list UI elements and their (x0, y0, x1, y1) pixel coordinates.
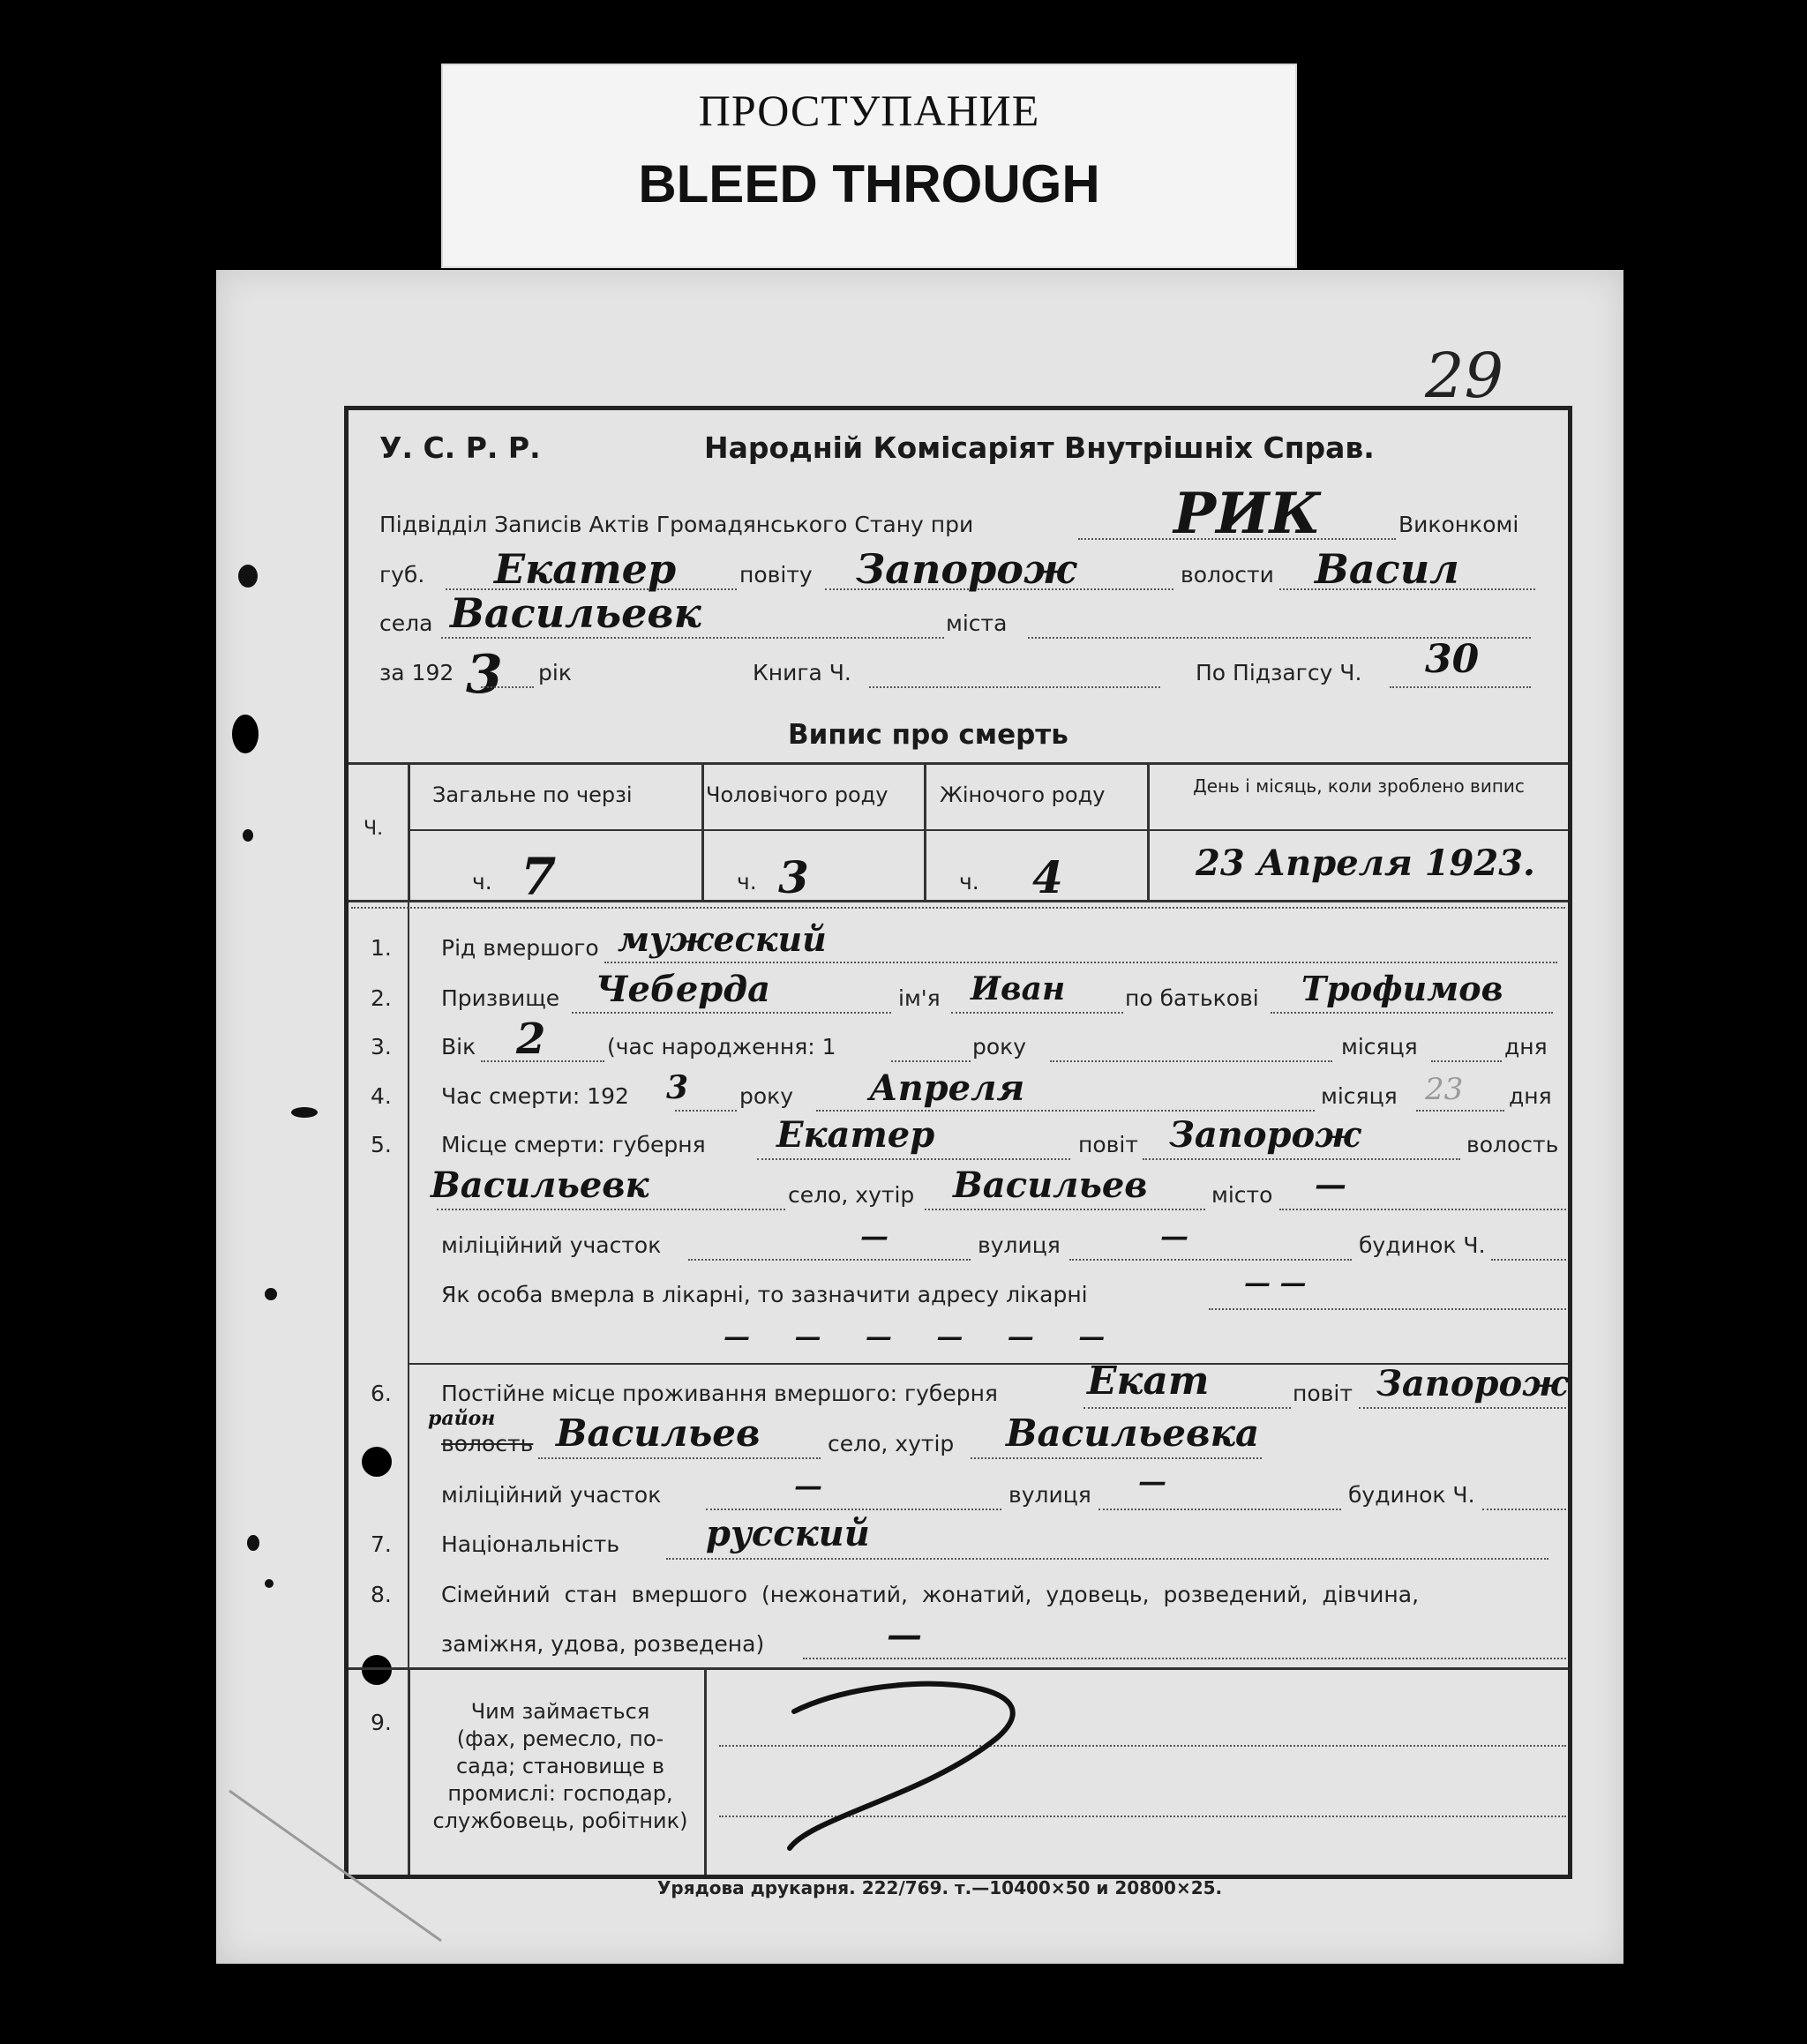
birth-month-label: місяця (1341, 1034, 1418, 1059)
hospital-value: — — (1244, 1268, 1307, 1299)
death-misto-value: — (1315, 1166, 1346, 1203)
table-top-line (349, 762, 1568, 765)
residence-selo-value: Васильевка (1006, 1411, 1260, 1455)
document-title: Випис про смерть (788, 719, 1068, 751)
death-povit-line (1143, 1158, 1460, 1160)
marital-label-line1: Сімейний стан вмершого (нежонатий, жонатий, удовець, розведений, дівчина, (441, 1582, 1420, 1607)
birth-day-line (1431, 1060, 1502, 1062)
death-gub-line (757, 1158, 1070, 1160)
residence-povit-label: повіт (1293, 1381, 1353, 1406)
punch-hole (232, 715, 259, 753)
section-9-top-line (349, 1667, 1568, 1670)
printer-footer: Урядова друкарня. 222/769. т.—10400×50 и 20800×25. (657, 1877, 1223, 1898)
hospital-line (1209, 1308, 1566, 1310)
paper-speck (238, 565, 258, 588)
occupation-label (419, 1698, 701, 1835)
rid-value: мужеский (618, 919, 827, 959)
residence-selo-line (971, 1457, 1262, 1459)
death-selo-value: Васильев (953, 1164, 1148, 1206)
residence-militia-value: — (794, 1469, 822, 1502)
age-value: 2 (516, 1015, 546, 1064)
marital-value: — (887, 1614, 922, 1656)
paper-speck (265, 1288, 277, 1300)
residence-povit-value: Запорож (1376, 1363, 1569, 1404)
birth-month-line (1050, 1060, 1332, 1062)
death-day-line (1416, 1110, 1504, 1112)
occupation-label-line: сада; становище в (455, 1754, 665, 1778)
death-povit-label: повіт (1078, 1132, 1138, 1157)
rid-line (604, 962, 1557, 963)
female-ch: ч. (959, 869, 979, 895)
death-volost-value: Васильевк (431, 1164, 649, 1206)
death-year-label: року (739, 1083, 794, 1109)
row-number: 1. (371, 935, 392, 961)
col-general-header: Загальне по черзі (432, 782, 633, 807)
row-number: 6. (371, 1381, 392, 1406)
birth-year-label: року (972, 1034, 1027, 1059)
residence-street-line (1098, 1509, 1341, 1510)
year-value: 3 (466, 644, 503, 706)
paper-fold-line (221, 1782, 450, 1950)
podzag-value: 30 (1425, 637, 1480, 682)
row-number: 8. (371, 1582, 392, 1607)
nationality-value: русский (706, 1513, 870, 1554)
name-label: ім'я (898, 985, 941, 1011)
residence-gub-value: Екат (1087, 1359, 1210, 1404)
residence-gub-line (1083, 1407, 1291, 1409)
residence-rayon-value: район (428, 1407, 496, 1430)
volost-label: волости (1181, 562, 1274, 588)
residence-povit-line (1359, 1407, 1566, 1409)
death-gub-value: Екатер (776, 1114, 935, 1156)
occupation-strike-mark (776, 1672, 1059, 1857)
death-misto-label: місто (1211, 1182, 1273, 1208)
book-label: Книга Ч. (753, 660, 851, 685)
death-militia-value: — (860, 1219, 889, 1253)
row-number: 2. (371, 985, 392, 1011)
paper-speck (291, 1107, 318, 1118)
row-number: 7. (371, 1531, 392, 1557)
table-divider (1147, 762, 1150, 900)
numbers-top-dotted (351, 907, 1565, 909)
hospital-label: Як особа вмерла в лікарні, то зазначити адресу лікарні (441, 1282, 1088, 1307)
residence-street-label: вулиця (1008, 1482, 1091, 1508)
death-house-label: будинок Ч. (1359, 1232, 1486, 1258)
gub-label: губ. (379, 562, 425, 588)
book-line (869, 686, 1160, 688)
male-ch: ч. (737, 869, 757, 895)
death-house-line (1491, 1259, 1566, 1261)
residence-selo-label: село, хутір (828, 1431, 955, 1456)
male-value: 3 (778, 851, 809, 903)
death-month-line (816, 1110, 1315, 1112)
row-number: 9. (371, 1710, 392, 1735)
birth-label: (час народження: 1 (607, 1034, 836, 1059)
gub-value: Екатер (494, 545, 677, 593)
death-militia-label: міліційний участок (441, 1232, 662, 1258)
occupation-label-line: службовець, робітник) (432, 1808, 688, 1833)
nationality-line (666, 1558, 1548, 1560)
subdept-label: Підвідділ Записів Актів Громадянського Стану при (379, 512, 974, 537)
residence-militia-line (706, 1509, 1001, 1510)
selo-line (441, 637, 944, 639)
table-mid-line (408, 829, 1568, 831)
povit-label: повіту (739, 562, 813, 588)
exec-committee-value: РИК (1173, 481, 1321, 547)
death-povit-value: Запорож (1169, 1114, 1361, 1156)
age-label: Вік (441, 1034, 476, 1059)
exec-committee-label: Виконкомі (1398, 512, 1519, 537)
residence-volost-line (538, 1457, 821, 1459)
death-militia-line (688, 1259, 971, 1261)
republic-label: У. С. Р. Р. (379, 431, 541, 465)
marital-label-line2: заміжня, удова, розведена) (441, 1631, 765, 1657)
selo-value: Васильевк (450, 589, 701, 637)
paper-speck (247, 1535, 259, 1551)
paper-speck (243, 829, 253, 842)
residence-volost-value: Васильев (556, 1411, 761, 1455)
name-line (951, 1012, 1123, 1014)
year-line (481, 686, 534, 688)
podzag-line (1390, 686, 1531, 688)
residence-militia-label: міліційний участок (441, 1482, 662, 1508)
podzag-label: По Підзагсу Ч. (1196, 660, 1362, 685)
female-value: 4 (1032, 851, 1063, 903)
selo-label: села (379, 610, 433, 636)
ch-column-label: Ч. (364, 818, 384, 840)
death-volost-label: волость (1466, 1132, 1559, 1157)
death-year-line (675, 1110, 737, 1112)
table-divider (701, 762, 704, 900)
death-misto-line (1279, 1209, 1566, 1210)
death-month-label: місяця (1321, 1083, 1398, 1109)
table-divider (924, 762, 926, 900)
name-value: Иван (971, 970, 1066, 1007)
residence-street-value: — (1138, 1464, 1166, 1498)
year-suffix: рік (538, 660, 572, 685)
death-place-label: Місце смерти: губерня (441, 1132, 706, 1157)
patronymic-label: по батькові (1125, 985, 1259, 1011)
section-9-divider (704, 1667, 707, 1875)
row-number: 5. (371, 1132, 392, 1157)
misto-label: міста (946, 610, 1008, 636)
surname-value: Чеберда (596, 969, 771, 1010)
bleed-through-label-card (441, 64, 1297, 268)
povit-value: Запорож (856, 545, 1077, 593)
general-ch: ч. (472, 869, 492, 895)
residence-house-line (1482, 1509, 1566, 1510)
death-day-value: 23 (1425, 1072, 1464, 1107)
hospital-blank-value: — — — — — — (724, 1321, 1123, 1352)
death-selo-line (925, 1209, 1205, 1210)
death-street-line (1069, 1259, 1352, 1261)
birth-day-label: дня (1504, 1034, 1548, 1059)
residence-volost-label: волость (441, 1431, 534, 1456)
surname-label: Призвище (441, 985, 560, 1011)
col-male-header: Чоловічого роду (706, 782, 889, 807)
nationality-label: Національність (441, 1531, 620, 1557)
date-value: 23 Апреля 1923. (1196, 842, 1535, 884)
patronymic-line (1271, 1012, 1553, 1014)
birth-year-line (891, 1060, 971, 1062)
label-english: BLEED THROUGH (638, 154, 1100, 213)
label-russian: ПРОСТУПАНИЕ (698, 86, 1040, 135)
col-date-header: День і місяць, коли зроблено випис (1193, 775, 1525, 797)
death-day-label: дня (1509, 1083, 1552, 1109)
occupation-label-line: промислі: господар, (447, 1781, 673, 1806)
occupation-label-line: (фах, ремесло, по- (456, 1726, 664, 1751)
volost-value: Васил (1315, 545, 1459, 593)
year-label: за 192 (379, 660, 454, 685)
table-divider (408, 762, 410, 900)
death-volost-line (437, 1209, 785, 1210)
col-female-header: Жіночого роду (940, 782, 1106, 807)
patronymic-value: Трофимов (1301, 969, 1503, 1008)
residence-label: Постійне місце проживання вмершого: губерня (441, 1381, 998, 1406)
number-column-line (408, 900, 409, 1667)
residence-house-label: будинок Ч. (1348, 1482, 1475, 1508)
death-time-label: Час смерти: 192 (441, 1083, 629, 1109)
marital-line (803, 1658, 1566, 1659)
death-year-value: 3 (666, 1069, 689, 1106)
death-month-value: Апреля (869, 1067, 1025, 1109)
rid-label: Рід вмершого (441, 935, 599, 961)
general-value: 7 (521, 847, 557, 907)
death-street-label: вулиця (978, 1232, 1061, 1258)
page-number: 29 (1425, 340, 1504, 412)
death-street-value: — (1160, 1219, 1188, 1253)
occupation-label-line: Чим займається (470, 1699, 650, 1724)
surname-line (572, 1012, 891, 1014)
commissariat-title: Народній Комісаріят Внутрішніх Справ. (704, 431, 1375, 465)
death-selo-label: село, хутір (788, 1182, 915, 1208)
row-number: 3. (371, 1034, 392, 1059)
paper-speck (265, 1579, 274, 1588)
row-number: 4. (371, 1083, 392, 1109)
